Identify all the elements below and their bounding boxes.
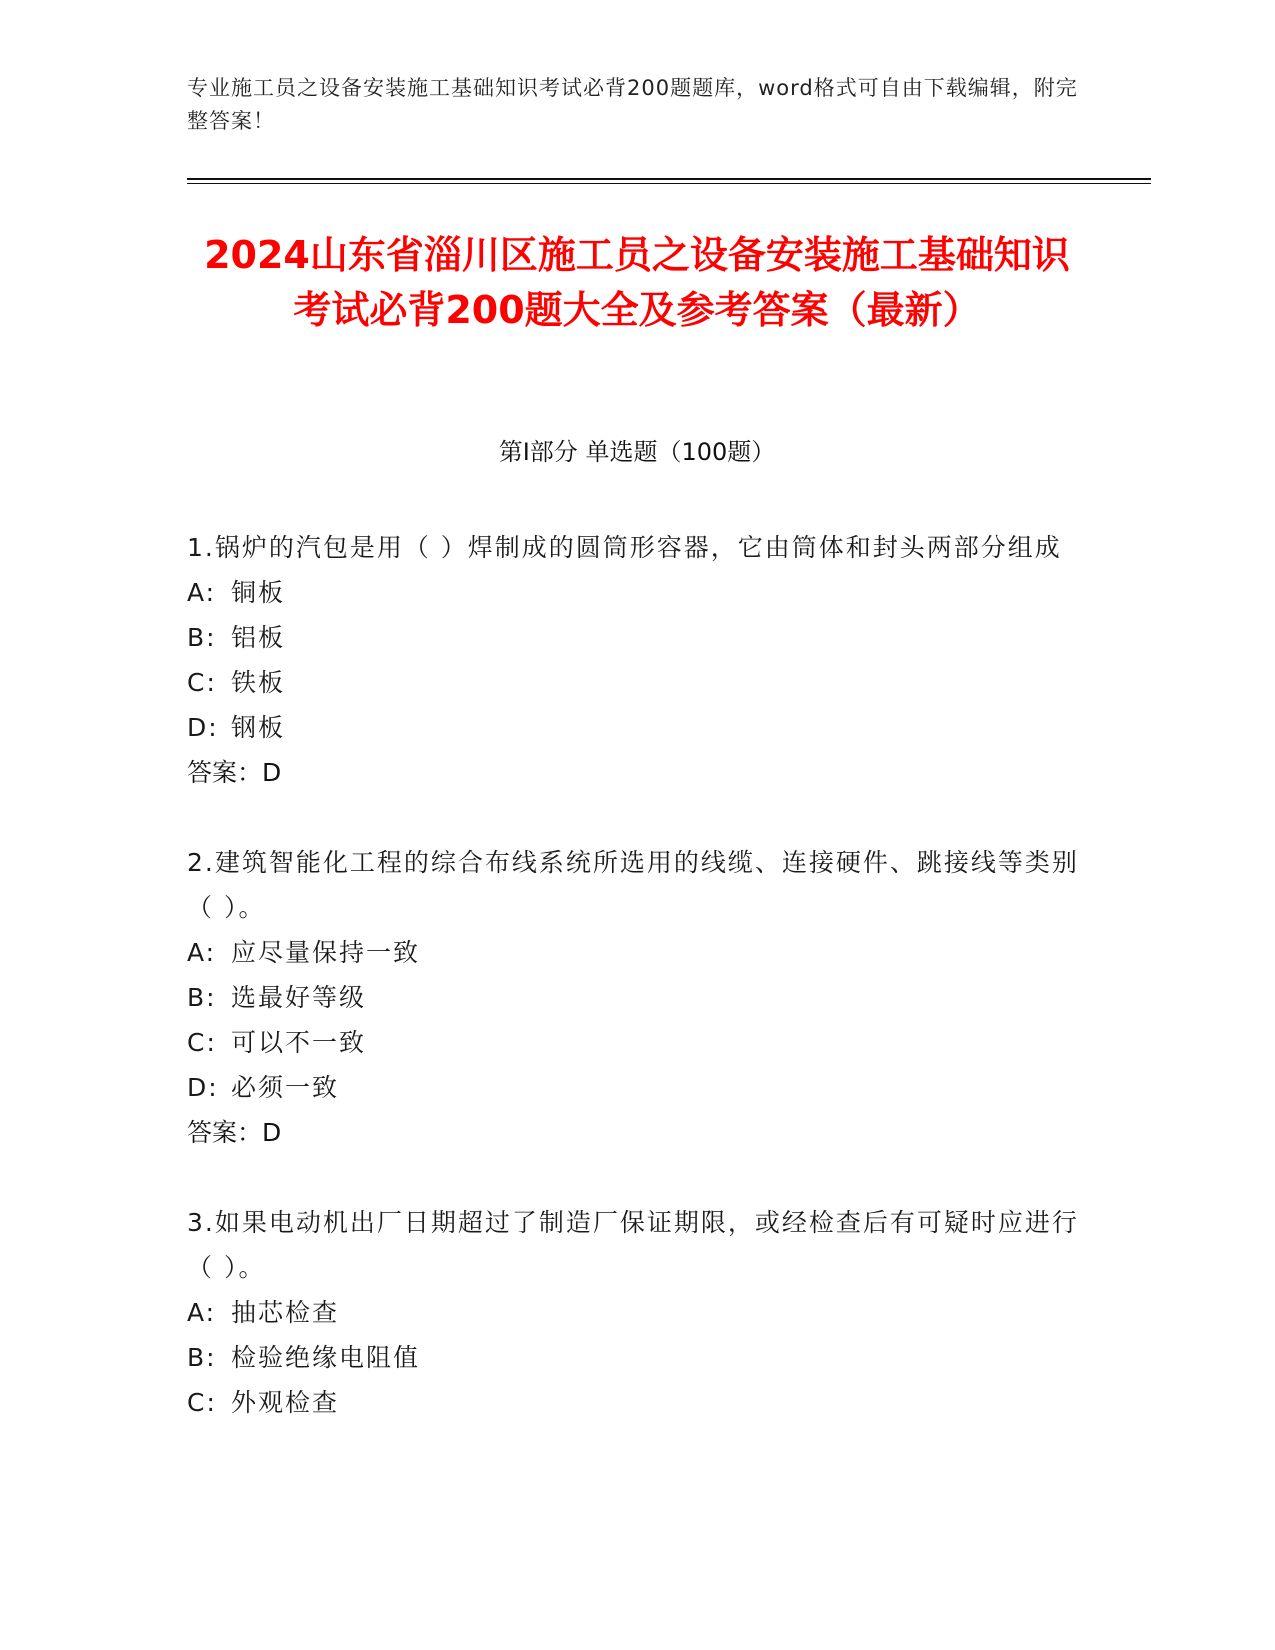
option-letter: D:: [187, 713, 219, 742]
option-b: [187, 975, 1087, 1020]
option-text: 铜板: [231, 578, 286, 607]
option-letter: A:: [187, 578, 217, 607]
option-text: 外观检查: [231, 1388, 340, 1417]
option-text: 可以不一致: [231, 1028, 367, 1057]
option-c: [187, 1380, 1087, 1425]
option-c: [187, 660, 1087, 705]
option-letter: C:: [187, 1028, 217, 1057]
header-note: 专业施工员之设备安装施工基础知识考试必背200题题库，word格式可自由下载编辑，附完整答案！: [187, 76, 1078, 133]
option-text: 选最好等级: [231, 983, 367, 1012]
document-title: 2024山东省淄川区施工员之设备安装施工基础知识考试必背200题大全及参考答案（最新）: [204, 233, 1070, 332]
option-letter: A:: [187, 938, 217, 967]
answer-line: 答案：D: [187, 758, 282, 787]
section-title: 第I部分 单选题（100题）: [498, 438, 776, 466]
question-item: [187, 525, 1087, 795]
option-d: [187, 1065, 1087, 1110]
option-letter: C:: [187, 1388, 217, 1417]
option-letter: D:: [187, 1073, 219, 1102]
option-c: [187, 1020, 1087, 1065]
option-text: 必须一致: [231, 1073, 340, 1102]
option-b: [187, 615, 1087, 660]
option-letter: A:: [187, 1298, 217, 1327]
option-letter: C:: [187, 668, 217, 697]
option-b: [187, 1335, 1087, 1380]
option-a: [187, 570, 1087, 615]
question-item: [187, 840, 1087, 1155]
question-stem: 3.如果电动机出厂日期超过了制造厂保证期限，或经检查后有可疑时应进行（ ）。: [187, 1208, 1079, 1282]
question-list: [187, 525, 1087, 1470]
option-text: 钢板: [231, 713, 286, 742]
option-a: [187, 930, 1087, 975]
option-text: 应尽量保持一致: [231, 938, 421, 967]
question-stem: 2.建筑智能化工程的综合布线系统所选用的线缆、连接硬件、跳接线等类别（ ）。: [187, 848, 1079, 922]
question-item: [187, 1200, 1087, 1425]
option-letter: B:: [187, 623, 217, 652]
option-d: [187, 705, 1087, 750]
option-letter: B:: [187, 1343, 217, 1372]
option-text: 抽芯检查: [231, 1298, 340, 1327]
option-letter: B:: [187, 983, 217, 1012]
option-text: 铁板: [231, 668, 286, 697]
option-a: [187, 1290, 1087, 1335]
question-stem: 1.锅炉的汽包是用（ ）焊制成的圆筒形容器，它由筒体和封头两部分组成: [187, 533, 1062, 562]
answer-line: 答案：D: [187, 1118, 282, 1147]
header-rule-thick: [187, 178, 1151, 180]
option-text: 铝板: [231, 623, 286, 652]
option-text: 检验绝缘电阻值: [231, 1343, 421, 1372]
header-rule-thin: [187, 183, 1151, 184]
